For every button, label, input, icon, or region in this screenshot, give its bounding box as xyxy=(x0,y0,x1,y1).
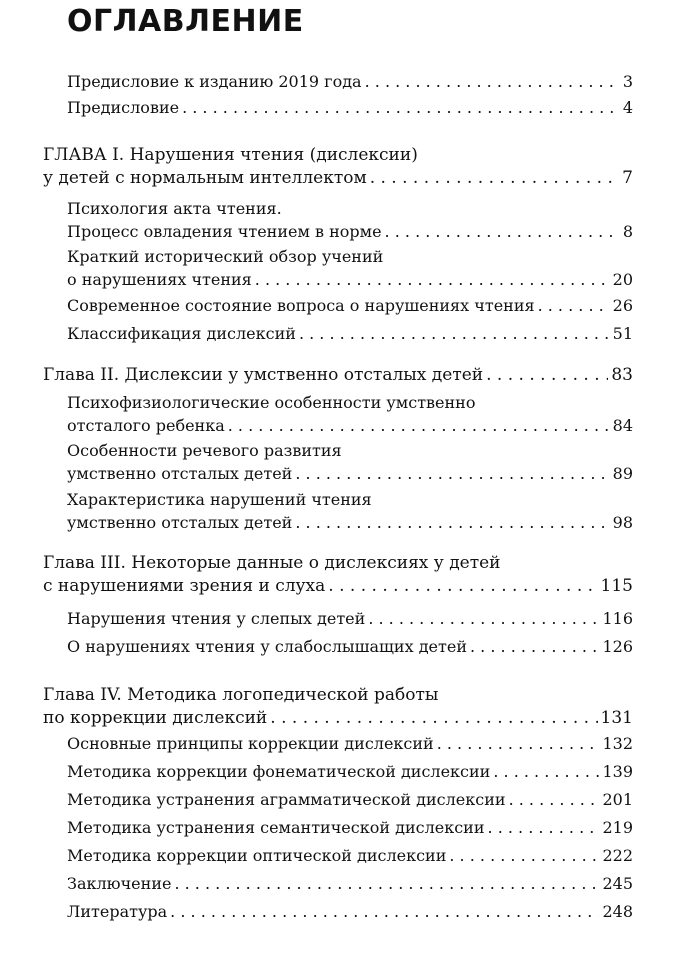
toc-entry-front[interactable] xyxy=(67,98,633,118)
section-page-number: 84 xyxy=(612,416,633,435)
chapter-title: Глава III. Некоторые данные о дислексиях у детей xyxy=(43,553,501,573)
section-title: о нарушениях чтения xyxy=(67,270,252,289)
toc-entry-section-line[interactable] xyxy=(67,441,633,461)
toc-entry-chapter[interactable] xyxy=(43,168,633,188)
section-page-number: 139 xyxy=(602,762,633,781)
dot-leader xyxy=(370,168,619,188)
section-title: отсталого ребенка xyxy=(67,416,225,435)
section-page-number: 98 xyxy=(612,513,633,532)
toc-entry-section[interactable] xyxy=(67,609,633,629)
chapter-title: Глава II. Дислексии у умственно отсталых детей xyxy=(43,365,484,385)
toc-entry-section[interactable] xyxy=(67,270,633,290)
dot-leader xyxy=(538,296,610,316)
dot-leader xyxy=(170,902,599,922)
section-page-number: 116 xyxy=(602,609,633,628)
chapter-page-number: 131 xyxy=(600,708,633,728)
toc-entry-section[interactable] xyxy=(67,762,633,782)
toc-entry-section[interactable] xyxy=(67,790,633,810)
dot-leader xyxy=(255,270,610,290)
toc-entry-section-line[interactable] xyxy=(67,393,633,413)
toc-entry-front[interactable] xyxy=(67,72,633,92)
dot-leader xyxy=(182,98,620,118)
toc-entry-chapter-line[interactable] xyxy=(43,685,633,705)
toc-entry-chapter[interactable] xyxy=(43,365,633,385)
toc-entry-section[interactable] xyxy=(67,818,633,838)
toc-entry-section[interactable] xyxy=(67,637,633,657)
section-title: Методика устранения семантической дислексии xyxy=(67,818,485,837)
toc-entry-section[interactable] xyxy=(67,222,633,242)
section-title: Методика устранения аграмматической дислексии xyxy=(67,790,506,809)
section-page-number: 201 xyxy=(602,790,633,809)
section-title: Литература xyxy=(67,902,168,921)
section-title: Основные принципы коррекции дислексий xyxy=(67,734,434,753)
toc-entry-section-line[interactable] xyxy=(67,247,633,267)
toc-entry-chapter-line[interactable] xyxy=(43,553,633,573)
toc-entry-chapter[interactable] xyxy=(43,576,633,596)
front-title: Предисловие xyxy=(67,98,180,117)
toc-entry-section-line[interactable] xyxy=(67,490,633,510)
page-title: ОГЛАВЛЕНИЕ xyxy=(67,4,304,39)
section-title: Краткий исторический обзор учений xyxy=(67,247,384,266)
section-title: Психофизиологические особенности умственно xyxy=(67,393,476,412)
section-title: Психология акта чтения. xyxy=(67,199,282,218)
toc-entry-section[interactable] xyxy=(67,902,633,922)
dot-leader xyxy=(368,609,599,629)
toc-entry-section[interactable] xyxy=(67,416,633,436)
toc-entry-chapter-line[interactable] xyxy=(43,145,633,165)
dot-leader xyxy=(470,637,599,657)
chapter-title: ГЛАВА I. Нарушения чтения (дислексии) xyxy=(43,145,418,165)
dot-leader xyxy=(228,416,610,436)
toc-entry-section-line[interactable] xyxy=(67,199,633,219)
section-page-number: 89 xyxy=(612,464,633,483)
dot-leader xyxy=(385,222,620,242)
chapter-title: Глава IV. Методика логопедической работы xyxy=(43,685,439,705)
section-title: Современное состояние вопроса о нарушениях чтения xyxy=(67,296,535,315)
toc-entry-section[interactable] xyxy=(67,874,633,894)
section-title: Классификация дислексий xyxy=(67,324,296,343)
section-page-number: 126 xyxy=(602,637,633,656)
dot-leader xyxy=(493,762,599,782)
front-page-number: 4 xyxy=(622,98,633,117)
toc-entry-section[interactable] xyxy=(67,846,633,866)
dot-leader xyxy=(328,576,597,596)
dot-leader xyxy=(488,818,600,838)
toc-entry-section[interactable] xyxy=(67,296,633,316)
section-page-number: 132 xyxy=(602,734,633,753)
toc-entry-chapter[interactable] xyxy=(43,708,633,728)
section-title: Нарушения чтения у слепых детей xyxy=(67,609,366,628)
dot-leader xyxy=(270,708,597,728)
chapter-title: по коррекции дислексий xyxy=(43,708,268,728)
front-title: Предисловие к изданию 2019 года xyxy=(67,72,362,91)
section-title: О нарушениях чтения у слабослышащих детей xyxy=(67,637,467,656)
chapter-page-number: 7 xyxy=(622,168,633,188)
chapter-page-number: 115 xyxy=(600,576,633,596)
section-page-number: 219 xyxy=(602,818,633,837)
toc-entry-section[interactable] xyxy=(67,464,633,484)
dot-leader xyxy=(174,874,599,894)
section-title: Методика коррекции оптической дислексии xyxy=(67,846,447,865)
section-page-number: 26 xyxy=(612,296,633,315)
section-title: умственно отсталых детей xyxy=(67,513,293,532)
dot-leader xyxy=(449,846,599,866)
toc-entry-section[interactable] xyxy=(67,734,633,754)
section-title: Особенности речевого развития xyxy=(67,441,342,460)
toc-entry-section[interactable] xyxy=(67,324,633,344)
section-title: умственно отсталых детей xyxy=(67,464,293,483)
dot-leader xyxy=(299,324,610,344)
section-page-number: 20 xyxy=(612,270,633,289)
section-page-number: 248 xyxy=(602,902,633,921)
section-page-number: 8 xyxy=(622,222,633,241)
section-title: Процесс овладения чтением в норме xyxy=(67,222,382,241)
section-page-number: 222 xyxy=(602,846,633,865)
chapter-title: у детей с нормальным интеллектом xyxy=(43,168,367,188)
front-page-number: 3 xyxy=(622,72,633,91)
section-title: Характеристика нарушений чтения xyxy=(67,490,372,509)
section-title: Методика коррекции фонематической дислексии xyxy=(67,762,491,781)
dot-leader xyxy=(365,72,620,92)
dot-leader xyxy=(295,513,609,533)
section-title: Заключение xyxy=(67,874,172,893)
section-page-number: 245 xyxy=(602,874,633,893)
toc-entry-section[interactable] xyxy=(67,513,633,533)
chapter-page-number: 83 xyxy=(611,365,633,385)
dot-leader xyxy=(437,734,600,754)
dot-leader xyxy=(295,464,609,484)
dot-leader xyxy=(486,365,608,385)
section-page-number: 51 xyxy=(612,324,633,343)
chapter-title: с нарушениями зрения и слуха xyxy=(43,576,326,596)
dot-leader xyxy=(509,790,600,810)
